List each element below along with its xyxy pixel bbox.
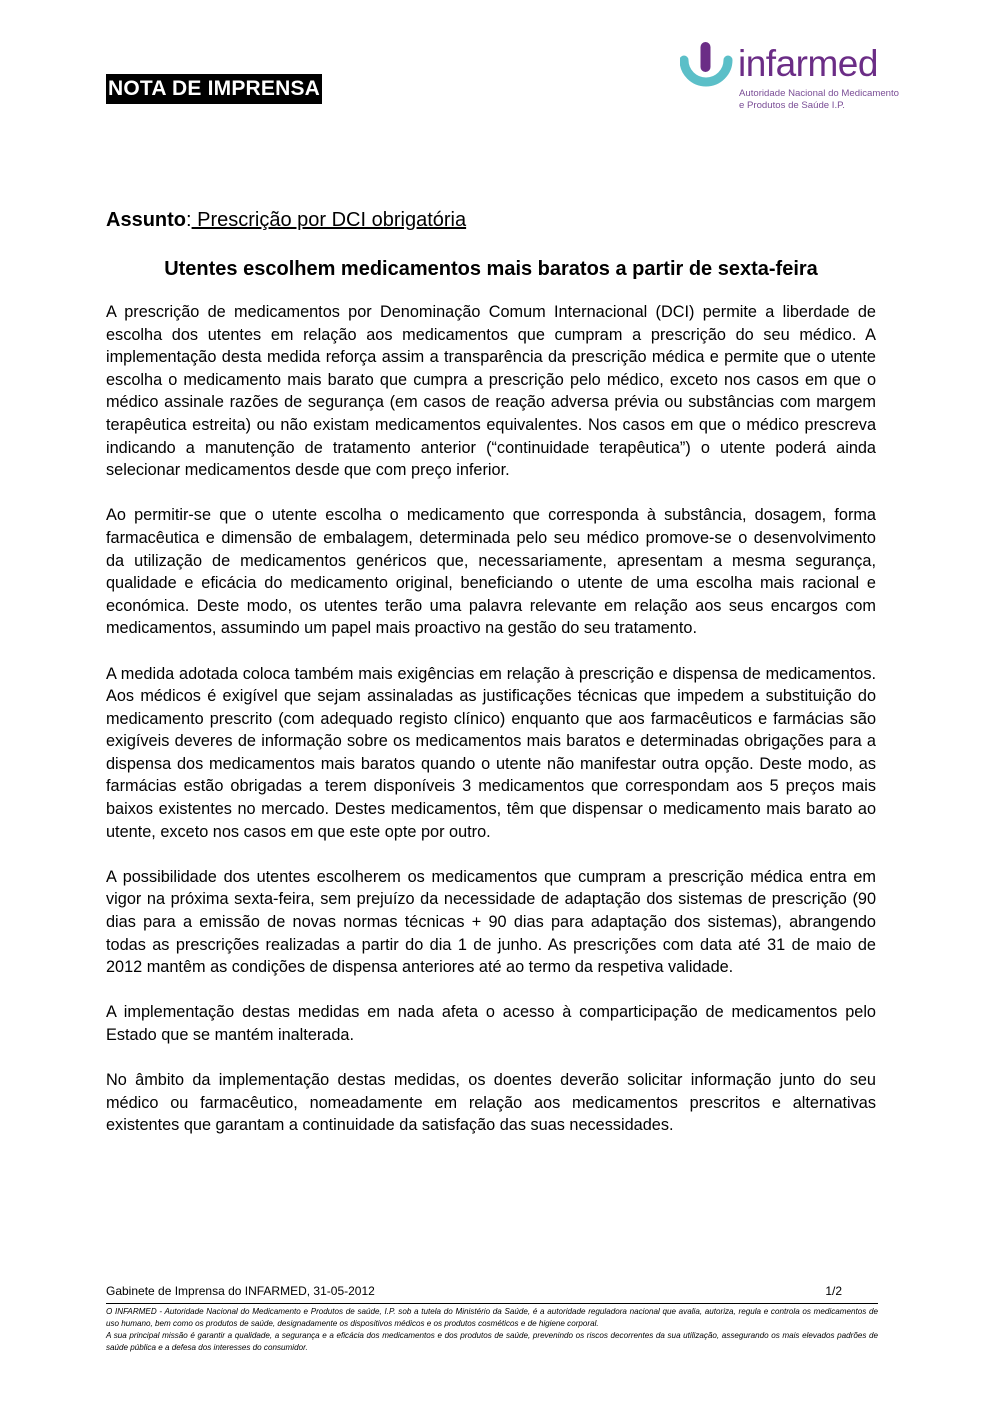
infarmed-logo (680, 40, 900, 115)
logo-wordmark: infarmed (738, 43, 878, 84)
footer-divider (106, 1303, 878, 1304)
paragraph: Ao permitir-se que o utente escolha o medicamento que corresponda à substância, dosagem, forma farmacêutica e dimensão de embalagem, determinada pelo seu médico promove-se o desenvolvimento da utilização de medicamentos genéricos que, necessariamente, apresentam a mesma segurança, qualidade e eficácia do medicamento original, beneficiando o utente de uma escolha mais racional e económica. Deste modo, os utentes terão uma palavra relevante em relação aos seus encargos com medicamentos, assumindo um papel mais proactivo na gestão do seu tratamento. (106, 506, 876, 638)
subject-value: Prescrição por DCI obrigatória (191, 209, 467, 231)
disclaimer-paragraph: A sua principal missão é garantir a qualidade, a segurança e a eficácia dos medicamentos e dos produtos de saúde, prevenindo os riscos decorrentes da sua utilização, assegurando os mais elevados padrões de saúde pública e a defesa dos interesses do consumidor. (106, 1331, 878, 1352)
subject-label: Assunto (106, 209, 186, 231)
logo-subtitle-line1: Autoridade Nacional do Medicamento (739, 88, 899, 99)
paragraph: A medida adotada coloca também mais exigências em relação à prescrição e dispensa de medicamentos. Aos médicos é exigível que sejam assinaladas as justificações técnicas que impedem a substituição do medicamento prescrito (com adequado registo clínico) enquanto que aos farmacêuticos e farmácias são exigíveis deveres de informação sobre os medicamentos mais baratos e determinadas obrigações para a dispensa dos medicamentos mais baratos quando o utente não manifestar outra opção. Deste modo, as farmácias estão obrigadas a terem disponíveis 3 medicamentos que correspondam aos 5 preços mais baixos existentes no mercado. Destes medicamentos, têm que dispensar o medicamento mais barato ao utente, exceto nos casos em que este opte por outro. (106, 664, 876, 841)
paragraph: A implementação destas medidas em nada afeta o acesso à comparticipação de medicamentos pelo Estado que se mantém inalterada. (106, 1003, 876, 1044)
footer-disclaimer (106, 1306, 878, 1354)
paragraph: A prescrição de medicamentos por Denominação Comum Internacional (DCI) permite a liberdade de escolha dos utentes em relação aos medicamentos que cumpram a prescrição do seu médico. A implementação desta medida reforça assim a transparência da prescrição médica e permite que o utente escolha o medicamento mais barato que cumpra a prescrição pelo médico, exceto nos casos em que o médico assinale razões de segurança (em casos de reação adversa prévia ou substâncias com margem terapêutica estreita) ou não existam medicamentos equivalentes. Nos casos em que o médico prescreva indicando a manutenção de tratamento anterior (“continuidade terapêutica”) o utente poderá ainda selecionar medicamentos desde que com preço inferior. (106, 303, 876, 480)
article-body (106, 301, 876, 1160)
paragraph: No âmbito da implementação destas medidas, os doentes deverão solicitar informação junto do seu médico ou farmacêutico, nomeadamente em relação aos medicamentos prescritos e alternativas existentes que garantam a continuidade da satisfação das suas necessidades. (106, 1071, 876, 1135)
subject-line (106, 207, 466, 233)
disclaimer-paragraph: O INFARMED - Autoridade Nacional do Medicamento e Produtos de saúde, I.P. sob a tutela do Ministério da Saúde, é a autoridade reguladora nacional que avalia, autoriza, regula e controla os medicamentos de uso humano, bem como os produtos de saúde, designadamente os dispositivos médicos e os produtos cosméticos e de higiene corporal. (106, 1307, 878, 1328)
logo-subtitle (739, 88, 899, 112)
infarmed-logo-icon (680, 40, 736, 96)
press-release-label: NOTA DE IMPRENSA (106, 74, 322, 104)
footer-source: Gabinete de Imprensa do INFARMED, 31-05-2012 (106, 1284, 375, 1298)
headline: Utentes escolhem medicamentos mais baratos a partir de sexta-feira (164, 258, 818, 280)
paragraph: A possibilidade dos utentes escolherem os medicamentos que cumpram a prescrição médica entra em vigor na próxima sexta-feira, sem prejuízo da necessidade de adaptação dos sistemas de prescrição (90 dias para a emissão de novas normas técnicas + 90 dias para adaptação dos sistemas), abrangendo todas as prescrições realizadas a partir do dia 1 de junho. As prescrições com data até 31 de maio de 2012 mantêm as condições de dispensa anteriores até ao termo da respetiva validade. (106, 867, 876, 977)
page-number: 1/2 (825, 1284, 842, 1298)
logo-subtitle-line2: e Produtos de Saúde I.P. (739, 100, 845, 111)
subject-separator: : (186, 209, 192, 231)
